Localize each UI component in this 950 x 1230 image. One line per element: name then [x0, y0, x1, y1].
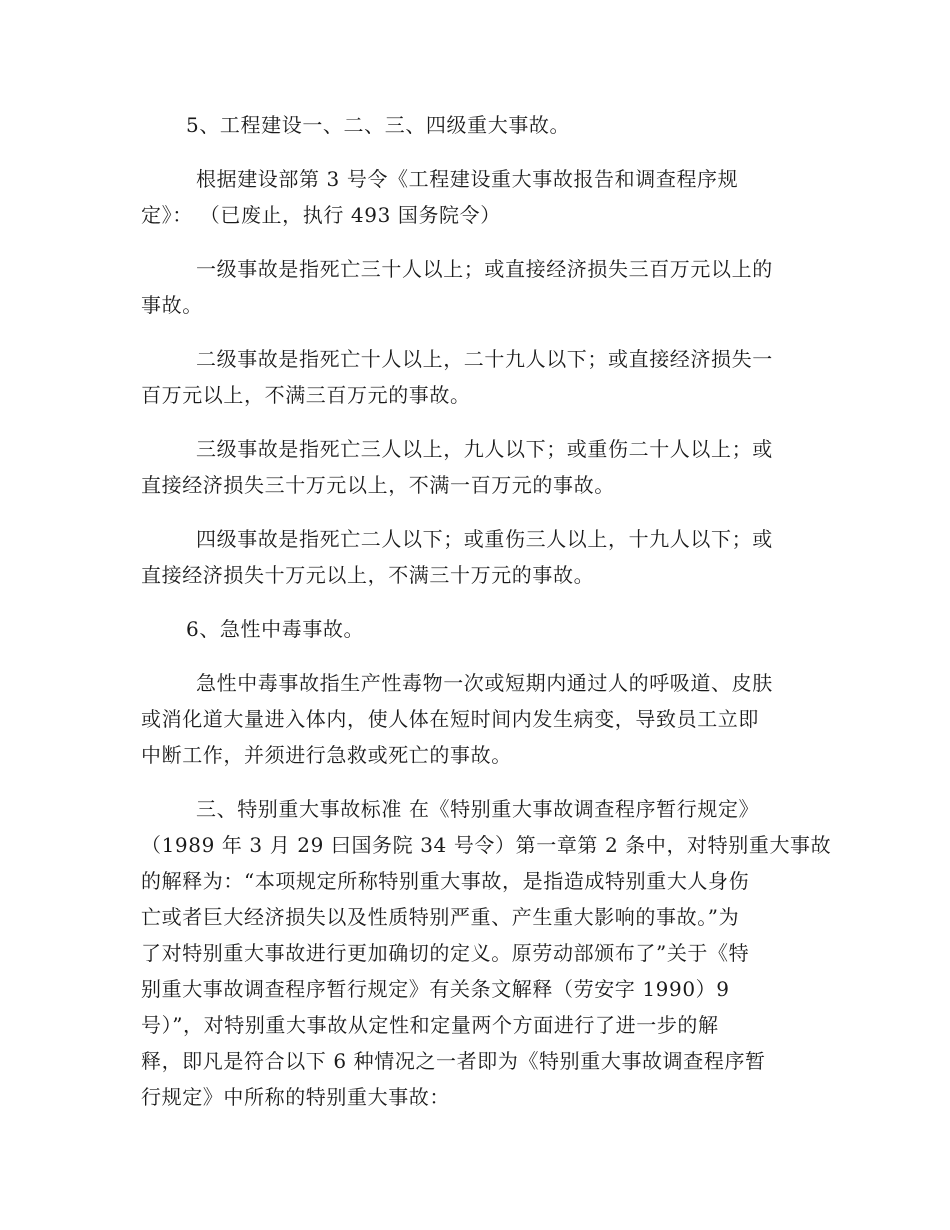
section-heading-3: 三、特别重大事故标准 在《特别重大事故调查程序暂行规定》 — [196, 797, 760, 821]
paragraph-line: 或消化道大量进入体内，使人体在短时间内发生病变，导致员工立即 — [141, 707, 759, 731]
paragraph-line: 号）”，对特别重大事故从定性和定量两个方面进行了进一步的解 — [141, 1013, 719, 1037]
paragraph-line: 别重大事故调查程序暂行规定》有关条文解释（劳安字 1990）9 — [141, 977, 730, 1001]
paragraph-line: 四级事故是指死亡二人以下；或重伤三人以上，十九人以下；或 — [196, 527, 773, 551]
paragraph-line: 二级事故是指死亡十人以上，二十九人以下；或直接经济损失一 — [196, 347, 773, 371]
paragraph-line: 急性中毒事故指生产性毒物一次或短期内通过人的呼吸道、皮肤 — [196, 671, 773, 695]
paragraph-line: 亡或者巨大经济损失以及性质特别严重、产生重大影响的事故。”为 — [141, 905, 740, 929]
paragraph-line: 百万元以上，不满三百万元的事故。 — [141, 383, 471, 407]
paragraph-line: 直接经济损失三十万元以上，不满一百万元的事故。 — [141, 473, 615, 497]
section-heading-5: 5、工程建设一、二、三、四级重大事故。 — [186, 113, 571, 137]
paragraph-line: 一级事故是指死亡三十人以上；或直接经济损失三百万元以上的 — [196, 257, 773, 281]
paragraph-line: 事故。 — [141, 293, 203, 317]
paragraph-line: 了对特别重大事故进行更加确切的定义。原劳动部颁布了”关于《特 — [141, 941, 750, 965]
section-heading-6: 6、急性中毒事故。 — [186, 617, 365, 641]
paragraph-line: 直接经济损失十万元以上，不满三十万元的事故。 — [141, 563, 595, 587]
paragraph-line: 定》： （已废止，执行 493 国务院令） — [141, 203, 501, 227]
paragraph-line: 根据建设部第 3 号令《工程建设重大事故报告和调查程序规 — [196, 167, 739, 191]
paragraph-line: 行规定》中所称的特别重大事故： — [141, 1085, 450, 1109]
paragraph-line: 中断工作，并须进行急救或死亡的事故。 — [141, 743, 512, 767]
paragraph-line: 三级事故是指死亡三人以上，九人以下；或重伤二十人以上；或 — [196, 437, 773, 461]
paragraph-line: 的解释为：“本项规定所称特别重大事故，是指造成特别重大人身伤 — [141, 869, 750, 893]
paragraph-line: （1989 年 3 月 29 曰国务院 34 号令）第一章第 2 条中，对特别重大事故 — [141, 833, 832, 857]
paragraph-line: 释，即凡是符合以下 6 种情况之一者即为《特别重大事故调查程序暂 — [141, 1049, 766, 1073]
